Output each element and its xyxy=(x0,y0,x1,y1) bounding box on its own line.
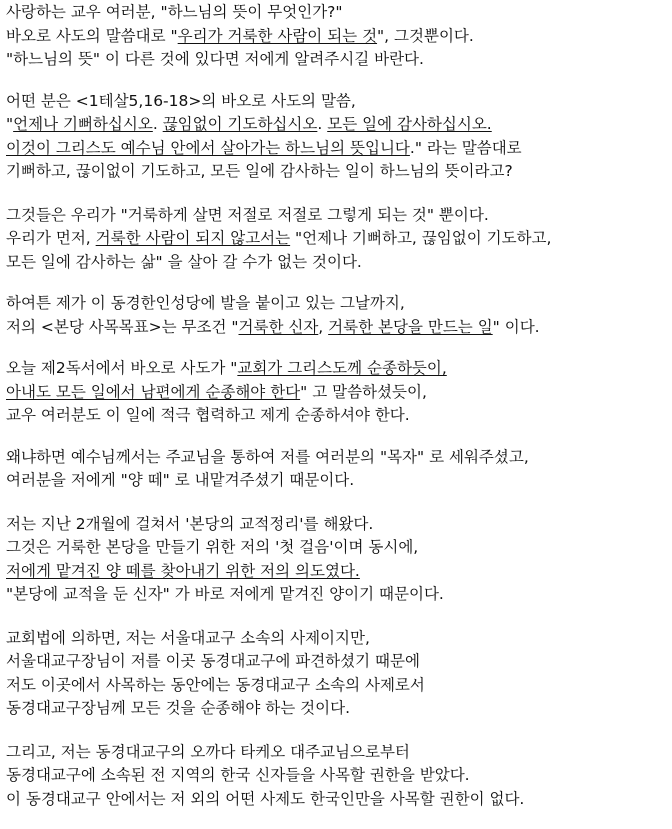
text-line xyxy=(6,469,668,493)
paragraph-gap xyxy=(6,339,672,357)
text-line xyxy=(6,25,668,49)
text-run: 교우 여러분도 이 일에 적극 협력하고 제게 순종하셔야 한다. xyxy=(6,406,410,424)
paragraph xyxy=(6,292,672,339)
underlined-phrase: 거룩한 사람이 되지 않고서는 xyxy=(95,229,291,247)
text-run: " xyxy=(6,115,14,133)
paragraph-gap xyxy=(6,184,672,204)
text-line xyxy=(6,204,668,228)
text-line xyxy=(6,513,668,537)
text-run: " 이다. xyxy=(492,317,540,336)
text-run: 기뻐하고, 끊이없이 기도하고, 모든 일에 감사하는 일이 하느님의 뜻이라고? xyxy=(6,162,513,180)
underlined-phrase: 거룩한 신자 xyxy=(238,317,319,336)
text-line xyxy=(6,583,668,607)
text-line xyxy=(6,251,668,275)
text-run: 여러분을 저에게 "양 떼" 로 내맡겨주셨기 때문이다. xyxy=(6,471,355,489)
underlined-phrase: 교회가 그리스도께 순종하듯이, xyxy=(237,359,447,377)
text-run: 저의 <본당 사목목표>는 무조건 " xyxy=(6,317,239,336)
text-line xyxy=(6,1,668,25)
text-line xyxy=(6,536,668,560)
underlined-phrase: 저에게 맡겨진 양 떼를 찾아내기 위한 저의 의도였다. xyxy=(6,561,360,580)
text-run: 바오로 사도의 말씀대로 " xyxy=(6,26,178,45)
text-line xyxy=(6,788,668,812)
underlined-phrase: 모든 일에 감사하십시오. xyxy=(327,115,492,133)
paragraph xyxy=(6,446,672,493)
text-run: 오늘 제2독서에서 바오로 사도가 " xyxy=(6,359,238,377)
underlined-phrase: 언제나 기뻐하십시오 xyxy=(13,115,153,133)
text-run: . xyxy=(152,115,163,133)
text-run: ." 라는 말씀대로 xyxy=(409,138,522,157)
paragraph xyxy=(6,357,672,428)
paragraph-gap xyxy=(6,607,672,627)
text-run: 사랑하는 교우 여러분, "하느님의 뜻이 무엇인가?" xyxy=(6,3,343,21)
text-line xyxy=(6,697,668,721)
text-line xyxy=(6,357,668,381)
text-run: 이 동경대교구 안에서는 저 외의 어떤 사제도 한국인만을 사목할 권한이 없다. xyxy=(6,789,525,808)
text-run: " 고 말씀하셨듯이, xyxy=(300,382,427,401)
text-line xyxy=(6,741,668,765)
text-line xyxy=(6,381,668,405)
paragraph-gap xyxy=(6,428,672,446)
text-line xyxy=(6,227,668,251)
paragraph xyxy=(6,741,672,812)
text-run: 하여튼 제가 이 동경한인성당에 발을 붙이고 있는 그날까지, xyxy=(6,294,405,312)
paragraph-gap xyxy=(6,493,672,513)
text-run: 동경대교구장님께 모든 것을 순종해야 하는 것이다. xyxy=(6,699,350,717)
text-run: 그것은 거룩한 본당을 만들기 위한 저의 '첫 걸음'이며 동시에, xyxy=(6,538,419,556)
paragraph-gap xyxy=(6,274,672,292)
text-run: "언제나 기뻐하고, 끊임없이 기도하고, xyxy=(290,229,552,247)
text-run: 어떤 분은 <1테살5,16-18>의 바오로 사도의 말씀, xyxy=(6,91,356,110)
text-run: 왜냐하면 예수님께서는 주교님을 통하여 저를 여러분의 "목자" 로 세워주셨고, xyxy=(6,447,529,466)
paragraph xyxy=(6,204,672,275)
text-run: . xyxy=(317,115,328,133)
text-run: 저는 지난 2개월에 걸쳐서 '본당의 교적정리'를 해왔다. xyxy=(6,514,374,533)
text-run: 저도 이곳에서 사목하는 동안에는 동경대교구 소속의 사제로서 xyxy=(6,675,425,694)
text-line xyxy=(6,627,668,651)
underlined-phrase: 거룩한 본당을 만드는 일 xyxy=(328,317,493,336)
text-run: "본당에 교적을 둔 신자" 가 바로 저에게 맡겨진 양이기 때문이다. xyxy=(6,585,444,603)
text-line xyxy=(6,316,668,340)
text-line xyxy=(6,48,668,72)
text-line xyxy=(6,137,668,161)
text-run: 모든 일에 감사하는 삶" 을 살아 갈 수가 없는 것이다. xyxy=(6,252,362,271)
text-line xyxy=(6,160,668,184)
paragraph xyxy=(6,1,672,72)
text-line xyxy=(6,90,668,114)
text-line xyxy=(6,292,668,316)
text-run: 서울대교구장님이 저를 이곳 동경대교구에 파견하셨기 때문에 xyxy=(6,652,420,670)
text-line xyxy=(6,113,668,137)
text-run: 교회법에 의하면, 저는 서울대교구 소속의 사제이지만, xyxy=(6,628,370,647)
text-line xyxy=(6,404,668,428)
text-run: ", 그것뿐이다. xyxy=(377,26,474,45)
text-line xyxy=(6,446,668,470)
underlined-phrase: 우리가 거룩한 사람이 되는 것 xyxy=(177,26,378,45)
text-run: , xyxy=(318,317,329,336)
paragraph xyxy=(6,513,672,607)
text-line xyxy=(6,674,668,698)
text-line xyxy=(6,650,668,674)
document-body xyxy=(6,1,672,811)
underlined-phrase: 이것이 그리스도 예수님 안에서 살아가는 하느님의 뜻입니다 xyxy=(6,138,410,157)
text-run: 그리고, 저는 동경대교구의 오까다 타케오 대주교님으로부터 xyxy=(6,742,410,761)
underlined-phrase: 끊임없이 기도하십시오 xyxy=(162,115,318,133)
text-line xyxy=(6,764,668,788)
text-run: 동경대교구에 소속된 전 지역의 한국 신자들을 사목할 권한을 받았다. xyxy=(6,766,470,784)
paragraph xyxy=(6,90,672,184)
underlined-phrase: 아내도 모든 일에서 남편에게 순종해야 한다 xyxy=(6,382,301,401)
paragraph-gap xyxy=(6,721,672,741)
text-run: 우리가 먼저, xyxy=(6,229,96,247)
text-run: 그것들은 우리가 "거룩하게 살면 저절로 저절로 그렇게 되는 것" 뿐이다. xyxy=(6,205,489,224)
paragraph-gap xyxy=(6,72,672,90)
text-line xyxy=(6,560,668,584)
paragraph xyxy=(6,627,672,721)
text-run: "하느님의 뜻" 이 다른 것에 있다면 저에게 알려주시길 바란다. xyxy=(6,50,424,68)
